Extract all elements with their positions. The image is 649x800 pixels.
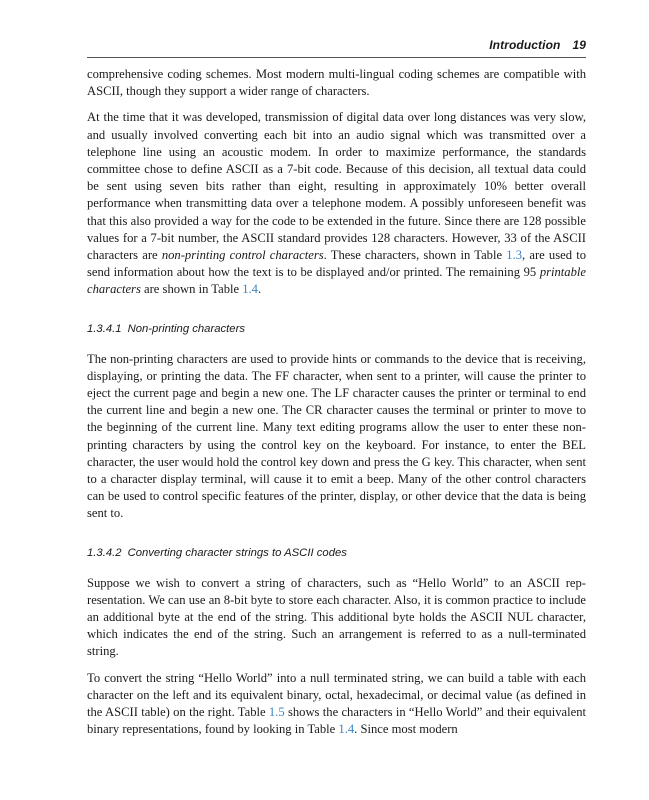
term-non-printing: non-printing control characters bbox=[161, 248, 324, 263]
section-number: 1.3.4.1 bbox=[87, 322, 122, 335]
table-ref-1-5[interactable]: 1.5 bbox=[268, 705, 285, 720]
paragraph-continuation: comprehensive coding schemes. Most modern multi-lingual coding schemes are compatible with ASCII, though they support a wider range of characters. bbox=[87, 67, 586, 99]
chapter-title: Introduction bbox=[489, 38, 561, 52]
paragraph-non-printing: The non-printing characters are used to provide hints or commands to the device that is receiving, displaying, or printing the data. The FF character, when sent to a printer, will cause the printer to eject the current page and begin a new one. The LF character causes the printer or terminal to end the current line and begin a new one. The CR character causes the terminal or printer to move to the beginning of the current line. Many text editing programs allow the user to enter these non-printing characters by using the control key on the keyboard. For instance, to enter the BEL character, the user would hold the control key down and press the G key. This character, when sent to a character display terminal, will cause it to emit a beep. Many of the other control characters can be used to control specific features of the printer, display, or other device that the data is being sent to. bbox=[87, 351, 586, 521]
table-ref-1-4[interactable]: 1.4 bbox=[338, 722, 355, 737]
paragraph-convert-string: To convert the string “Hello World” into a null terminated string, we can build a table with each character on the left and its equivalent binary, octal, hexadecimal, or decimal value (as defined in the ASCII table) on the right. Table 1.5 shows the characters in “Hello World” and their equivalent binary representations, found by looking in Table 1.4. Since most modern bbox=[87, 670, 586, 737]
header-rule bbox=[87, 57, 586, 58]
section-heading-non-printing bbox=[87, 322, 586, 336]
paragraph-ascii-history: At the time that it was developed, transmission of digital data over long distances was very slow, and usually involved converting each bit into an audio signal which was transmitted over a telephone line using an acoustic modem. In order to maximize performance, the standards committee chose to define ASCII as a 7-bit code. Because of this decision, all textual data could be sent using seven bits rather than eight, resulting in approximately 10% better overall performance when transmitting data over a telephone modem. A possibly unforeseen benefit was that this also provided a way for the code to be extended in the future. Since there are 128 possible values for a 7-bit number, the ASCII standard provides 128 characters. However, 33 of the ASCII characters are non-printing control characters. These characters, shown in Table 1.3, are used to send information about how the text is to be displayed and/or printed. The remaining 95 printable characters are shown in Table 1.4. bbox=[87, 110, 587, 297]
page-number: 19 bbox=[572, 38, 586, 52]
section-title: Non-printing characters bbox=[127, 322, 245, 335]
section-title: Converting character strings to ASCII codes bbox=[127, 546, 347, 559]
running-header bbox=[489, 38, 586, 52]
section-heading-converting bbox=[87, 546, 586, 560]
paragraph-null-terminated: Suppose we wish to convert a string of characters, such as “Hello World” to an ASCII representation. We can use an 8-bit byte to store each character. Also, it is common practice to include an additional byte at the end of the string. This additional byte holds the ASCII NUL character, which indicates the end of the string. Such an arrangement is referred to as a null-terminated string. bbox=[87, 575, 586, 659]
term-printable: printable characters bbox=[87, 265, 586, 297]
table-ref-1-4[interactable]: 1.4 bbox=[242, 282, 258, 297]
page-body bbox=[87, 66, 586, 739]
table-ref-1-3[interactable]: 1.3 bbox=[506, 248, 523, 263]
section-number: 1.3.4.2 bbox=[87, 546, 122, 559]
